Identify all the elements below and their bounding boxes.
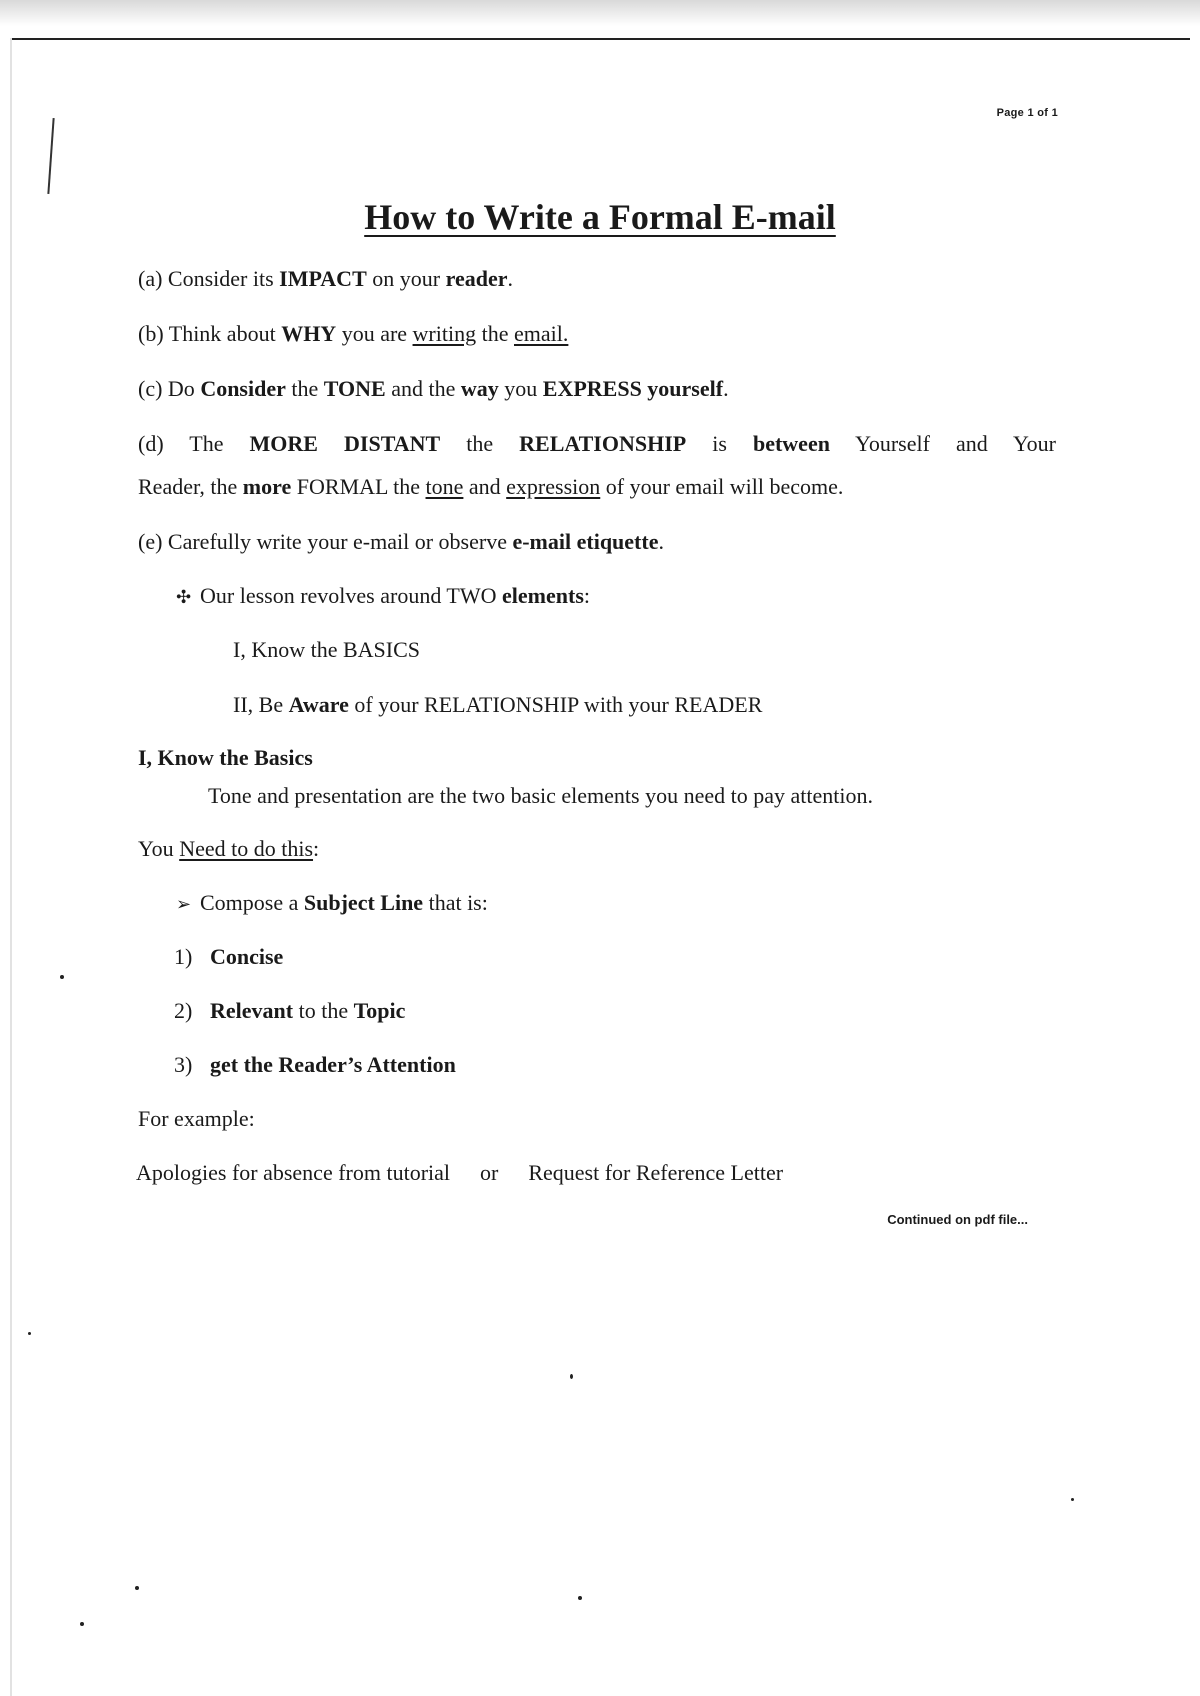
point-a: (a) Consider its IMPACT on your reader. (138, 266, 513, 291)
scan-mark (47, 118, 54, 194)
basics-heading: I, Know the Basics (138, 745, 313, 770)
subject-item-3: 3) get the Reader’s Attention (174, 1052, 456, 1077)
scan-edge-top (10, 38, 1190, 40)
scan-shadow (0, 0, 1200, 26)
continued-note: Continued on pdf file... (887, 1212, 1028, 1227)
scan-speck (60, 975, 64, 979)
example-line: Apologies for absence from tutorial or Request for Reference Letter (136, 1160, 784, 1185)
subject-item-1: 1) Concise (174, 944, 284, 969)
point-d: (d) The MORE DISTANT the RELATIONSHIP is between Yourself and Your (138, 431, 1056, 456)
scan-speck (1071, 1498, 1074, 1501)
scan-edge-left (10, 38, 12, 1696)
subject-bullet: ➢ Compose a Subject Line that is: (176, 890, 488, 915)
point-c: (c) Do Consider the TONE and the way you EXPRESS yourself. (138, 376, 729, 401)
scan-speck (28, 1332, 31, 1335)
scan-speck (578, 1596, 582, 1600)
lesson-item-2: II, Be Aware of your RELATIONSHIP with your READER (233, 692, 763, 717)
lesson-bullet: ✣ Our lesson revolves around TWO elements: (176, 583, 591, 608)
point-d-continued: Reader, the more FORMAL the tone and expression of your email will become. (138, 474, 844, 499)
lesson-item-1: I, Know the BASICS (233, 637, 421, 662)
basics-text: Tone and presentation are the two basic elements you need to pay attention. (208, 783, 873, 808)
example-label: For example: (138, 1106, 255, 1131)
subject-item-2: 2) Relevant to the Topic (174, 998, 406, 1023)
diamond-bullet-icon: ✣ (176, 587, 192, 608)
need-heading: You Need to do this: (138, 836, 320, 861)
arrow-bullet-icon: ➢ (176, 894, 192, 915)
scan-speck (135, 1586, 139, 1590)
scan-speck (80, 1622, 84, 1626)
point-e: (e) Carefully write your e-mail or observe e-mail etiquette. (138, 529, 664, 554)
document-title: How to Write a Formal E-mail (364, 197, 836, 237)
scan-speck (570, 1374, 573, 1379)
page-number: Page 1 of 1 (996, 107, 1058, 119)
point-b: (b) Think about WHY you are writing the email. (138, 321, 569, 346)
